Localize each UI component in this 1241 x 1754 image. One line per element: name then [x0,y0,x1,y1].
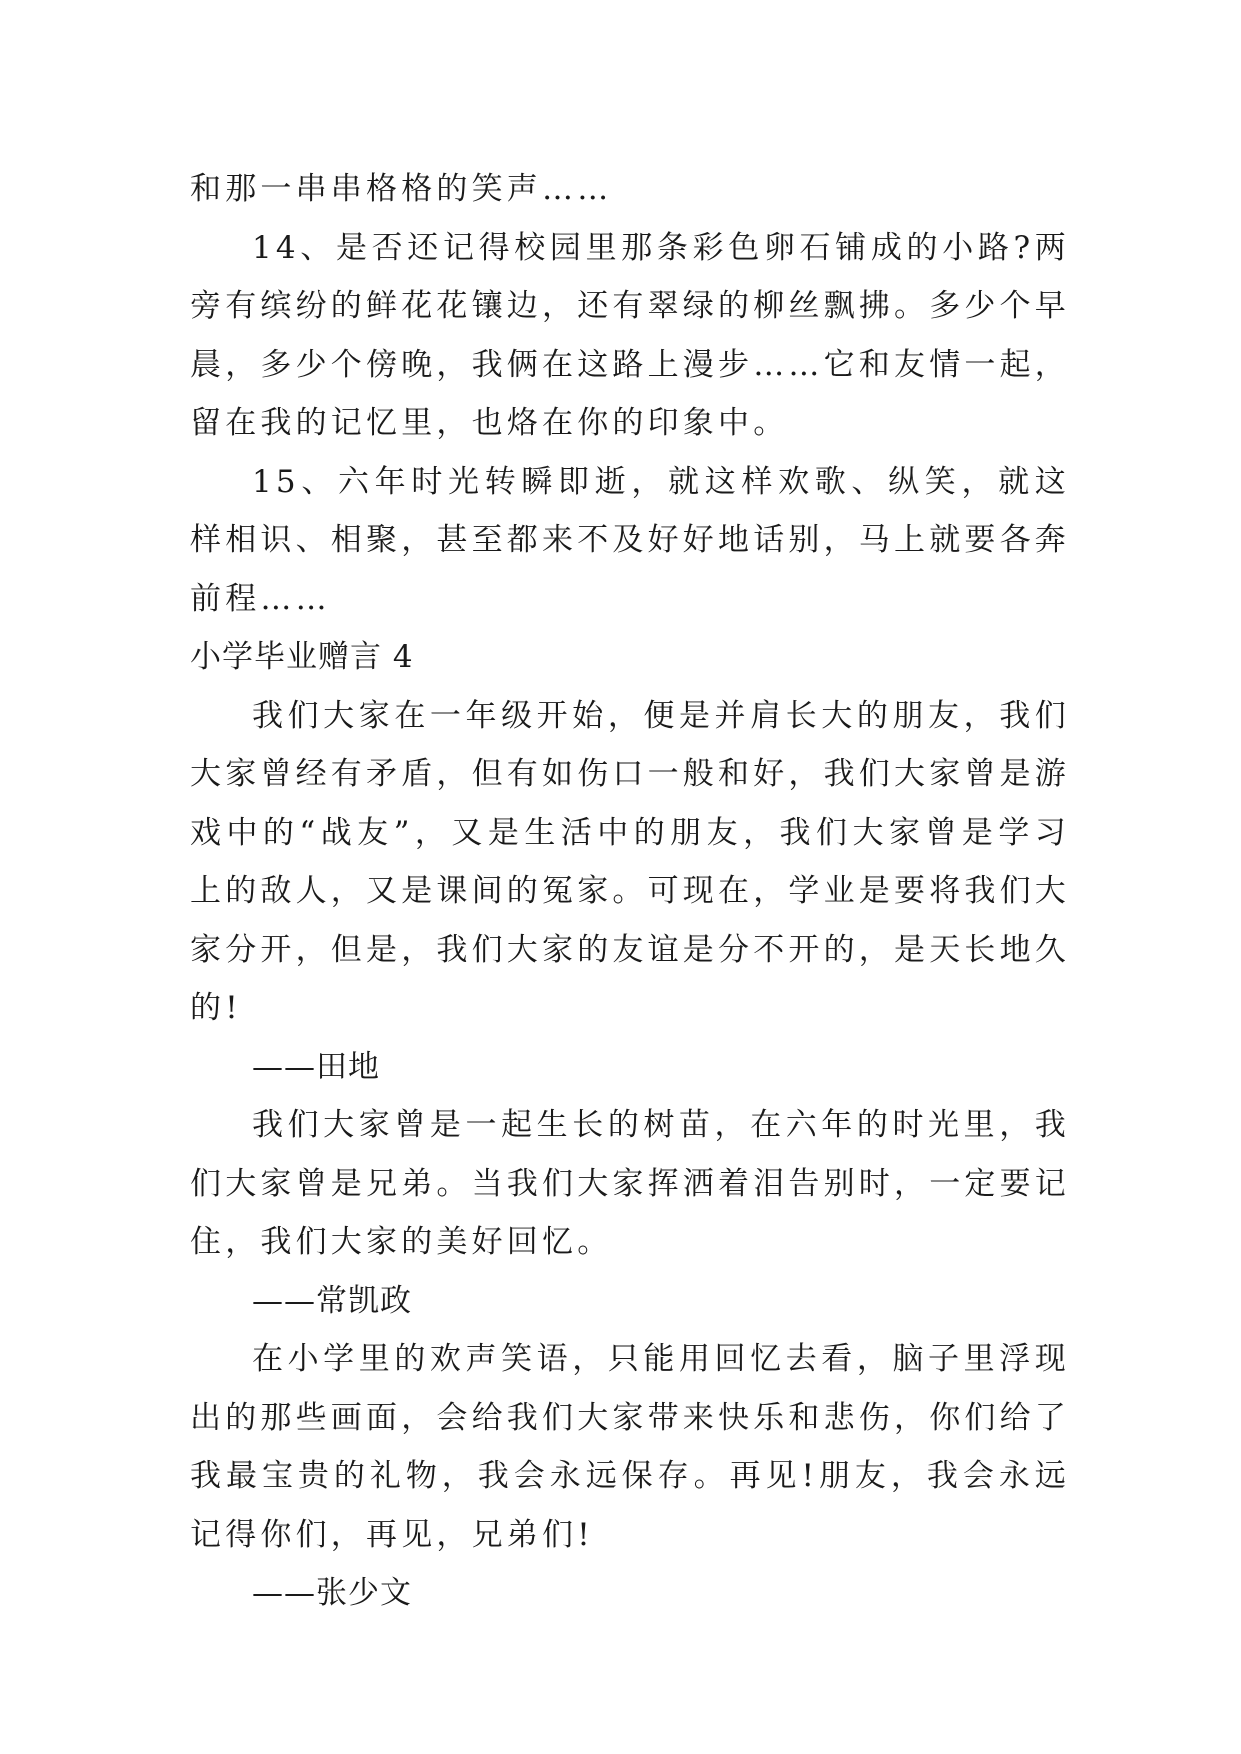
message-paragraph-3: 在小学里的欢声笑语，只能用回忆去看，脑子里浮现出的那些画面，会给我们大家带来快乐和悲伤，你们给了我最宝贵的礼物，我会永远保存。再见!朋友，我会永远记得你们，再见，兄弟们! [190,1341,1070,1553]
message-paragraph-2: 我们大家曾是一起生长的树苗，在六年的时光里，我们大家曾是兄弟。当我们大家挥洒着泪告别时，一定要记住，我们大家的美好回忆。 [190,1107,1070,1260]
document-page [190,160,1070,1623]
continuation-paragraph: 和那一串串格格的笑声…… [190,171,613,207]
message-paragraph-1: 我们大家在一年级开始，便是并肩长大的朋友，我们大家曾经有矛盾，但有如伤口一般和好，我们大家曾是游戏中的“战友”，又是生活中的朋友，我们大家曾是学习上的敌人，又是课间的冤家。可现在，学业是要将我们大家分开，但是，我们大家的友谊是分不开的，是天长地久的! [190,697,1070,1026]
signature-1: ——田地 [252,1048,380,1085]
section-title: 小学毕业赠言 4 [190,639,414,675]
signature-2: ——常凯政 [252,1282,412,1319]
signature-3: ——张少文 [252,1575,412,1611]
paragraph-item-15: 15、六年时光转瞬即逝，就这样欢歌、纵笑，就这样相识、相聚，甚至都来不及好好地话别，马上就要各奔前程…… [190,463,1070,617]
paragraph-item-14: 14、是否还记得校园里那条彩色卵石铺成的小路?两旁有缤纷的鲜花花镶边，还有翠绿的柳丝飘拂。多少个早晨，多少个傍晚，我俩在这路上漫步……它和友情一起，留在我的记忆里，也烙在你的印象中。 [190,229,1070,441]
